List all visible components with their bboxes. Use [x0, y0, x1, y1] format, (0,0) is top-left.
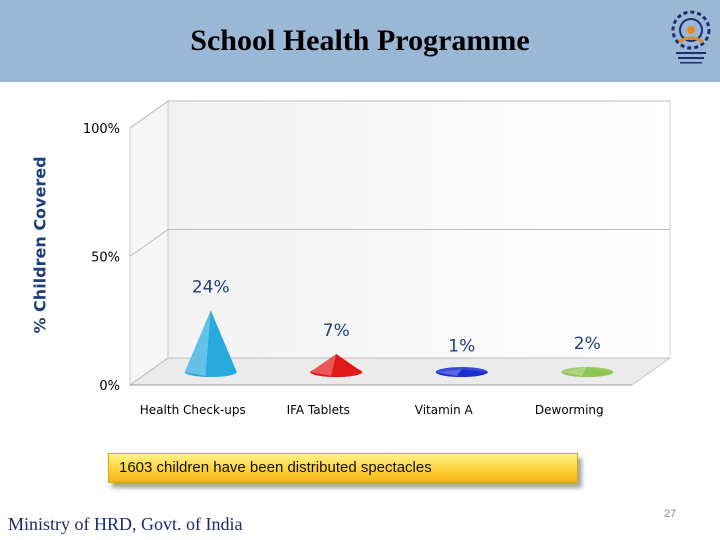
data-label: 24% [191, 277, 230, 298]
page-number: 27 [664, 508, 677, 520]
data-label: 1% [448, 336, 476, 357]
footer-org: Ministry of HRD, Govt. of India [8, 514, 243, 534]
data-label: 2% [573, 333, 601, 354]
data-label: 7% [322, 321, 350, 342]
x-tick-label: Health Check-ups [139, 403, 246, 417]
x-tick-label: IFA Tablets [286, 403, 350, 417]
spectacles-banner [108, 453, 578, 483]
x-tick-label: Deworming [534, 403, 604, 417]
emblem-logo-icon [666, 8, 716, 74]
coverage-chart [0, 82, 720, 432]
y-tick-label: 50% [91, 250, 120, 266]
header-band [0, 0, 720, 82]
y-axis-label: % Children Covered [30, 156, 50, 334]
banner-text: 1603 children have been distributed spectacles [119, 459, 432, 476]
page-title: School Health Programme [190, 24, 530, 57]
x-tick-label: Vitamin A [414, 403, 473, 417]
y-tick-label: 0% [99, 379, 120, 394]
y-tick-label: 100% [82, 122, 120, 137]
